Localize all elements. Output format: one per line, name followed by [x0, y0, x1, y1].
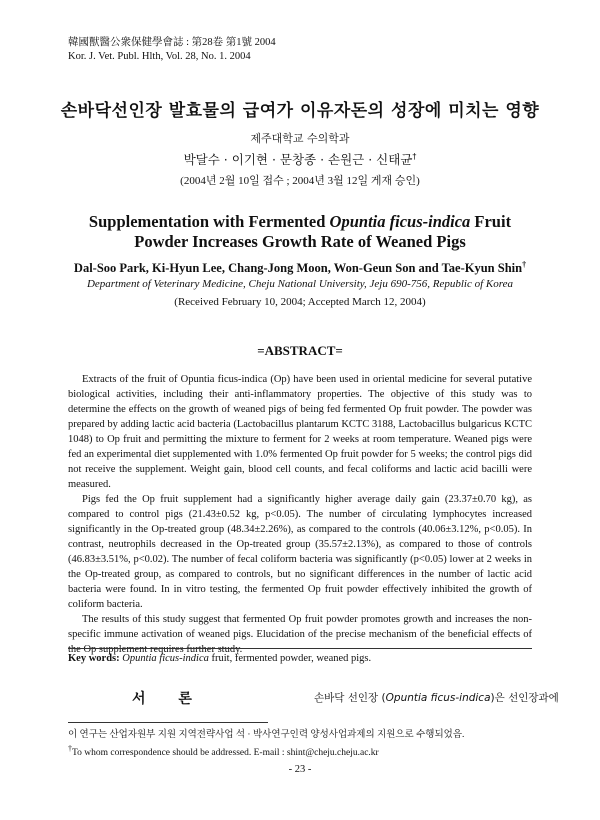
corresponding-mark: †: [412, 151, 417, 161]
english-received-dates: (Received February 10, 2004; Accepted March 12, 2004): [174, 296, 426, 308]
abstract-paragraph-3: The results of this study suggest that fermented Op fruit powder promotes growth and increases the non-specific immune activation of weaned pigs. Elucidation of the precise mechanism of the beneficial effects of the Op supplement requires further study.: [68, 614, 532, 655]
abstract-paragraph-2: Pigs fed the Op fruit supplement had a significantly higher average daily gain (23.37±0.70 kg), as compared to control pigs (21.43±0.52 kg, p<0.05). The number of circulating lymphocytes increased significantly in the Op-treated group (48.34±2.26%), as compared to the controls (40.06±3.12%, p<0.05). In contrast, neutrophils decreased in the Op-treated group (35.57±2.13%), as compared to those of controls (46.83±3.51%, p<0.02). The number of fecal coliform bacteria was significantly (p<0.05) lower at 2 weeks in the Op-treated group, as compared to controls, but no significant differences in the number of lactic acid bacteria were found. In in vitro testing, the fermented Op fruit powder effectively inhibited the growth of coliform bacteria.: [68, 494, 532, 610]
english-authors: [0, 260, 600, 276]
footnote-divider: [68, 722, 268, 723]
keywords-rest: fruit, fermented powder, weaned pigs.: [208, 653, 372, 664]
introduction-start: [314, 690, 559, 705]
keywords-species: Opuntia ficus-indica: [122, 653, 209, 664]
korean-received-dates: (2004년 2월 10일 접수 ; 2004년 3월 12일 게재 승인): [180, 175, 420, 187]
footnote-correspondence: [68, 742, 532, 760]
english-title-species: Opuntia ficus-indica: [329, 212, 471, 231]
korean-affiliation: 제주대학교 수의학과: [250, 132, 350, 145]
intro-text-end: )은 선인장과에: [490, 692, 559, 704]
abstract-body: [68, 372, 532, 657]
keywords: [68, 648, 532, 664]
abstract-paragraph-1: Extracts of the fruit of Opuntia ficus-indica (Op) have been used in oriental medicine for several putative biological activities, including their anti-inflammatory properties. The objective of this study was to determine the effects on the growth of weaned pigs of being fed fermented Op fruit powder. The powder was prepared by adding lactic acid bacteria (Lactobacillus plantarum KCTC 3188, Lactobacillus bulgaricus KCTC 1048) to Op fruit and permitting the mixture to ferment for 2 weeks at room temperature. Weaned pigs were fed an experimental diet supplemented with 1.0% fermented Op fruit powder for 5 weeks; the control pigs did not receive the supplement. Weight gain, blood cell counts, and fecal coliforms and lactic acid bacilli were measured.: [68, 374, 532, 490]
footnote-mark: †: [68, 744, 72, 753]
corresponding-mark-en: †: [522, 260, 527, 269]
keywords-label: Key words:: [68, 653, 120, 664]
footnote-correspondence-text: To whom correspondence should be addressed. E-mail : shint@cheju.cheju.ac.kr: [72, 748, 379, 759]
abstract-heading: =ABSTRACT=: [257, 343, 343, 358]
page-number: - 23 -: [288, 764, 312, 775]
english-affiliation: Department of Veterinary Medicine, Cheju National University, Jeju 690-756, Republic of Korea: [86, 278, 514, 290]
journal-header-english: Kor. J. Vet. Publ. Hlth, Vol. 28, No. 1. 2004: [68, 51, 251, 62]
footnotes: [68, 728, 532, 760]
section-heading-introduction: 서 론: [132, 691, 206, 707]
korean-title: 손바닥선인장 발효물의 급여가 이유자돈의 성장에 미치는 영향: [60, 101, 540, 121]
journal-header: [68, 36, 276, 64]
korean-author-list: 박달수 · 이기현 · 문창종 · 손원근 · 신태균: [183, 152, 413, 167]
intro-text-start: 손바닥 선인장 (: [314, 692, 386, 704]
english-title-part1: Supplementation with Fermented: [88, 212, 330, 231]
english-author-list: Dal-Soo Park, Ki-Hyun Lee, Chang-Jong Moon, Won-Geun Son and Tae-Kyun Shin: [73, 261, 523, 276]
intro-species: Opuntia ficus-indica: [385, 692, 491, 704]
english-title-part2: Fruit Powder Increases Growth Rate of Weaned Pigs: [134, 212, 512, 251]
footnote-funding: 이 연구는 산업자원부 지원 지역전략사업 석 · 박사연구인력 양성사업과제의 지원으로 수행되었음.: [68, 730, 465, 740]
korean-authors: [0, 150, 600, 168]
english-title: [60, 212, 540, 252]
journal-header-korean: 韓國獸醫公衆保健學會誌 : 第28卷 第1號 2004: [68, 37, 276, 48]
